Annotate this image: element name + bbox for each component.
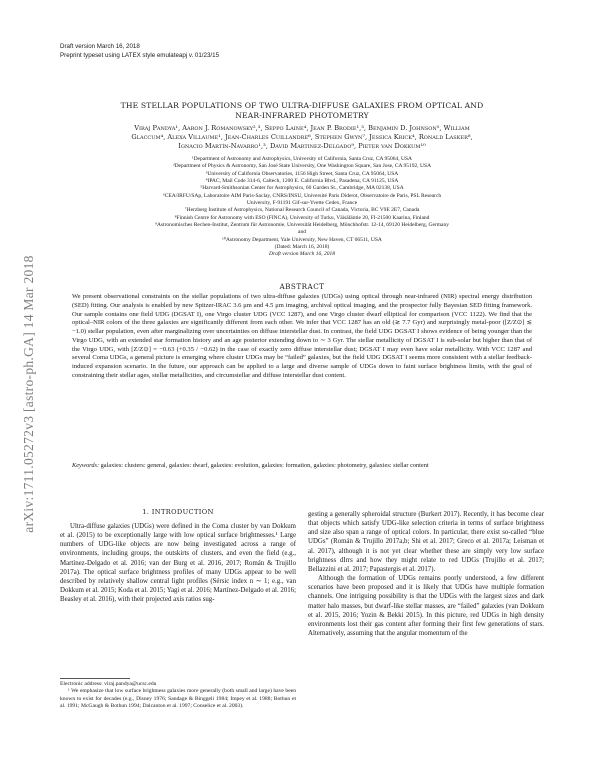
title-line: NEAR-INFRARED PHOTOMETRY [235, 111, 369, 120]
affiliation-line: ⁷Herzberg Institute of Astrophysics, National Research Council of Canada, Victoria, BC V9E 2E7, Canada [184, 207, 420, 214]
author-line: Glaccum⁴, Alexa Villaume¹, Jean-Charles Cuillandre⁶, Stephen Gwyn⁷, Jessica Krick⁴, Ronald Lasker⁸, [131, 133, 473, 142]
footnote-1: ¹ We emphasize that low surface brightness galaxies more generally (both small and large) have been known to exist for decades (e.g., Disney 1976; Sandage & Binggeli 1984; Impey et al. 1988; Bothun et al. 1991; McGaugh & Bothun 1994; Dalcanton et al. 1997; Conselice et al. 2003). [60, 688, 296, 710]
electronic-address: Electronic address: viraj.pandya@ucsc.edu [60, 681, 157, 687]
affiliation-line: ³University of California Observatories, 1156 High Street, Santa Cruz, CA 95064, USA [205, 170, 399, 177]
affiliation-line: University, F-91191 Gif-sur-Yvette Cedex, France [246, 200, 358, 207]
footnotes [60, 681, 296, 711]
affiliation-list [62, 156, 542, 259]
keywords [72, 462, 532, 471]
arxiv-stamp [20, 215, 38, 575]
affiliation-line: ¹⁰Astronomy Department, Yale University, New Haven, CT 06511, USA [222, 236, 382, 243]
affiliation-line: ⁶CEA/IRFU/SAp, Laboratoire AIM Paris-Saclay, CNRS/INSU, Université Paris Diderot, Observatoire de Paris, PSL Research [162, 192, 442, 199]
keywords-label: Keywords: [72, 462, 100, 469]
preprint-line: Preprint typeset using LATEX style emulateapj v. 01/23/15 [60, 52, 220, 59]
affiliation-line: ⁹Astronomisches Rechen-Institut, Zentrum für Astronomie, Universität Heidelberg, Mönchhofstr. 12-14, 69120 Heidelberg, Germany [155, 222, 449, 229]
author-list [62, 124, 542, 152]
intro-paragraph: Ultra-diffuse galaxies (UDGs) were defined in the Coma cluster by van Dokkum et al. (2015) to be exceptionally large with low optical surface brightnesses.¹ Large numbers of UDG-like objects are now being investigated across a range of environments, including groups, the outskirts of clusters, and even the field (e.g., Martínez-Delgado et al. 2016; van der Burg et al. 2016, 2017; Román & Trujillo 2017a). The optical surface brightness profiles of many UDGs appear to be well described by relatively shallow central light profiles (Sérsic index n ∼ 1; e.g., van Dokkum et al. 2015; Koda et al. 2015; Yagi et al. 2016; Martínez-Delgado et al. 2016; Beasley et al. 2016), with their projected axis ratios sug- [60, 523, 296, 604]
author-line: Ignacio Martín-Navarro¹,³, David Martinez-Delgado⁹, Pieter van Dokkum¹⁰ [178, 142, 426, 151]
author-line: Viraj Pandya¹, Aaron J. Romanowsky²,³, Seppo Laine⁴, Jean P. Brodie¹,³, Benjamin D. Johnson⁵, William [134, 124, 470, 132]
footnote-rule [60, 678, 130, 679]
keywords-text: galaxies: clusters: general, galaxies: dwarf, galaxies: evolution, galaxies: formation, galaxies: photometry, galaxies: stellar content [100, 462, 429, 469]
right-column [308, 510, 544, 638]
title-line: THE STELLAR POPULATIONS OF TWO ULTRA-DIFFUSE GALAXIES FROM OPTICAL AND [120, 101, 484, 110]
paper-title [60, 101, 544, 121]
dated-line: (Dated: March 16, 2018) [274, 244, 330, 251]
affiliation-line: ⁸Finnish Centre for Astronomy with ESO (FINCA), University of Turku, Väisäläntie 20, FI-21500 Kaarina, Finland [174, 214, 430, 221]
affiliation-line: ⁵Harvard-Smithsonian Center for Astrophysics, 60 Garden St., Cambridge, MA 02138, USA [200, 185, 404, 192]
intro-paragraph-continued: gesting a generally spheroidal structure (Burkert 2017). Recently, it has become clear that objects which satisfy UDG-like selection criteria in terms of surface brightness and size also span a range of optical colors. In particular, there exist so-called “blue UDGs” (Román & Trujillo 2017a,b; Shi et al. 2017; Greco et al. 2017a; Leisman et al. 2017), although it is not yet clear whether these are simply very low surface brightness dIrrs and how they might relate to red UDGs (Trujillo et al. 2017; Bellazzini et al. 2017; Papastergis et al. 2017). [308, 511, 544, 573]
left-column [60, 522, 296, 604]
affiliation-line: ²Department of Physics & Astronomy, San José State University, One Washington Square, San Jose, CA 95192, USA [172, 163, 432, 170]
draft-version-italic: Draft version March 16, 2018 [269, 251, 335, 258]
affiliation-and: and [298, 229, 306, 236]
draft-version-line: Draft version March 16, 2018 [60, 43, 140, 50]
arxiv-identifier: arXiv:1711.05272v3 [astro-ph.GA] 14 Mar 2018 [21, 255, 36, 533]
intro-paragraph: Although the formation of UDGs remains poorly understood, a few different scenarios have been proposed and it is likely that UDGs have multiple formation channels. One intriguing possibility is that the UDGs with the largest sizes and dark matter halo masses, but dwarf-like stellar masses, are “failed” galaxies (van Dokkum et al. 2015, 2016; Yozin & Bekki 2015). In this picture, red UDGs in high density environments lost their gas content after forming their first few generations of stars. Alternatively, assuming that the angular momentum of the [308, 575, 544, 638]
section-heading-introduction: 1. INTRODUCTION [142, 508, 214, 516]
affiliation-line: ⁴IPAC, Mail Code 314-6, Caltech, 1200 E. California Blvd., Pasadena, CA 91125, USA [205, 178, 399, 185]
abstract-heading: ABSTRACT [279, 282, 325, 291]
affiliation-line: ¹Department of Astronomy and Astrophysics, University of California, Santa Cruz, CA 95064, USA [191, 156, 413, 162]
abstract-body: We present observational constraints on the stellar populations of two ultra-diffuse galaxies (UDGs) using optical through near-infrared (NIR) spectral energy distribution (SED) fitting. Our analysis is enabled by new Spitzer-IRAC 3.6 μm and 4.5 μm imaging, archival optical imaging, and the prospector fully Bayesian SED fitting framework. Our sample contains one field UDG (DGSAT I), one Virgo cluster UDG (VCC 1287), and one Virgo cluster dwarf elliptical for comparison (VCC 1122). We find that the optical–NIR colors of the three galaxies are significantly different from each other. We infer that VCC 1287 has an old (≳ 7.7 Gyr) and surprisingly metal-poor ([Z/Z⊙] ≲ −1.0) stellar population, even after marginalizing over uncertainties on diffuse interstellar dust. In contrast, the field UDG DGSAT I shows evidence of being younger than the Virgo UDG, with an extended star formation history and an age posterior extending down to ∼ 3 Gyr. The stellar metallicity of DGSAT I is sub-solar but higher than that of the Virgo UDG, with [Z/Z⊙] = −0.63 (+0.35 / −0.62) in the case of exactly zero diffuse interstellar dust; DGSAT I may even have solar metallicity. With VCC 1287 and several Coma UDGs, a general picture is emerging where cluster UDGs may be “failed” galaxies, but the field UDG DGSAT I seems more consistent with a stellar feedback-induced expansion scenario. In the future, our approach can be applied to a large and diverse sample of UDGs down to faint surface brightness limits, with the goal of constraining their stellar ages, stellar metallicities, and circumstellar and diffuse interstellar dust content. [72, 293, 532, 379]
